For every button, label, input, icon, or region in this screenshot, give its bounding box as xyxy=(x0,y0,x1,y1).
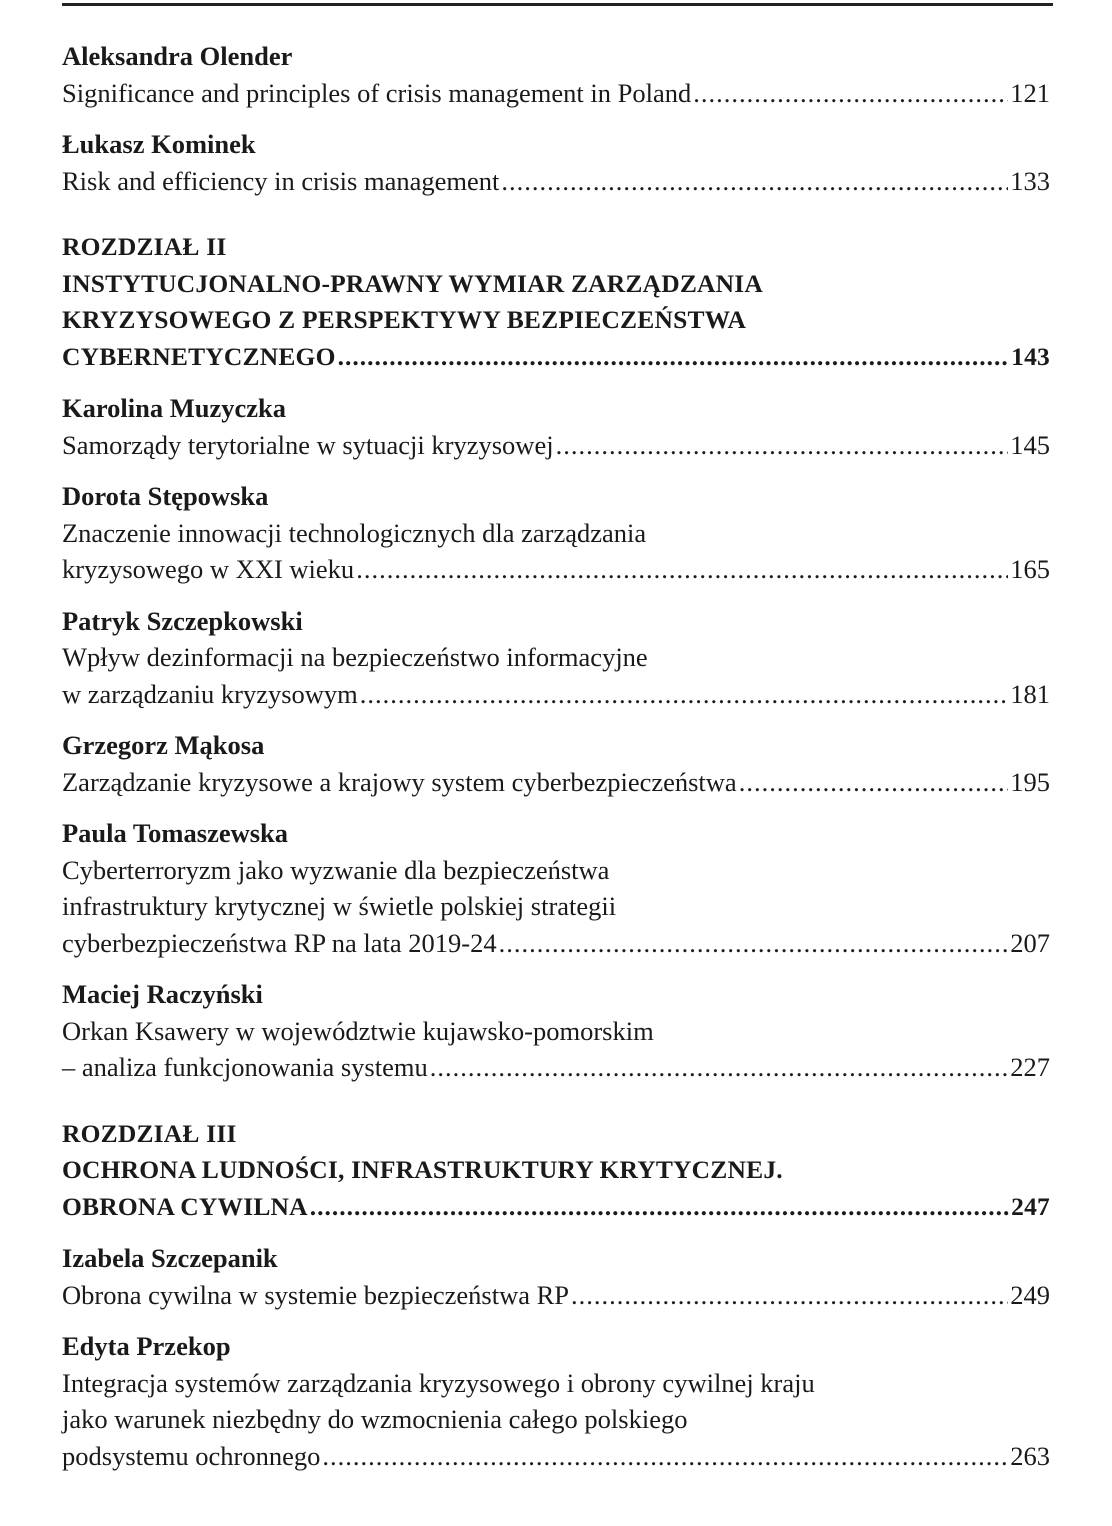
toc-entry xyxy=(62,727,1050,800)
title-text: Wpływ dezinformacji na bezpieczeństwo informacyjne xyxy=(62,642,648,672)
toc-entry xyxy=(62,1240,1050,1313)
toc-entry xyxy=(62,1328,1050,1474)
toc-entry xyxy=(62,603,1050,713)
entry-title-line xyxy=(62,639,1050,676)
title-text: OCHRONA LUDNOŚCI, INFRASTRUKTURY KRYTYCZNEJ. xyxy=(62,1155,783,1184)
page-number: 207 xyxy=(1010,927,1050,958)
title-text: INSTYTUCJONALNO-PRAWNY WYMIAR ZARZĄDZANIA xyxy=(62,268,763,298)
entry-author xyxy=(62,603,1050,640)
author-name: Łukasz Kominek xyxy=(62,129,256,159)
title-text: jako warunek niezbędny do wzmocnienia całego polskiego xyxy=(62,1404,688,1434)
dot-leader xyxy=(571,1277,1008,1314)
page-number: 263 xyxy=(1010,1440,1050,1471)
toc-entry xyxy=(62,126,1050,199)
title-text: infrastruktury krytycznej w świetle polskiej strategii xyxy=(62,891,617,921)
entry-title-line xyxy=(62,427,1050,464)
page-number: 145 xyxy=(1010,429,1050,460)
chapter-title-line xyxy=(62,339,1050,376)
dot-leader xyxy=(338,339,1010,376)
dot-leader xyxy=(430,1049,1009,1086)
author-name: Edyta Przekop xyxy=(62,1331,231,1361)
entry-title-line xyxy=(62,676,1050,713)
title-text: CYBERNETYCZNEGO xyxy=(62,341,336,371)
dot-leader xyxy=(693,75,1008,112)
page-number: 249 xyxy=(1010,1279,1050,1310)
chapter-title-line xyxy=(62,229,1050,266)
author-name: Izabela Szczepanik xyxy=(62,1243,278,1273)
toc-entry xyxy=(62,976,1050,1086)
toc-entry xyxy=(62,815,1050,961)
page-number: 143 xyxy=(1011,341,1050,371)
entry-title-line xyxy=(62,764,1050,801)
title-text: Integracja systemów zarządzania kryzysowego i obrony cywilnej kraju xyxy=(62,1367,815,1398)
title-text: kryzysowego w XXI wieku xyxy=(62,554,355,584)
page-number: 181 xyxy=(1010,678,1050,709)
page-number: 195 xyxy=(1010,766,1050,797)
table-of-contents xyxy=(62,38,1050,1489)
dot-leader xyxy=(356,551,1008,588)
author-name: Maciej Raczyński xyxy=(62,979,263,1009)
title-text: – analiza funkcjonowania systemu xyxy=(62,1052,428,1082)
author-name: Paula Tomaszewska xyxy=(62,818,289,848)
entry-title-line xyxy=(62,1049,1050,1086)
toc-entry xyxy=(62,38,1050,111)
chapter-title-line xyxy=(62,1116,1050,1153)
entry-title-line xyxy=(62,1365,1050,1402)
entry-title-line xyxy=(62,551,1050,588)
toc-entry xyxy=(62,390,1050,463)
page-number: 165 xyxy=(1010,554,1050,584)
title-text: ROZDZIAŁ II xyxy=(62,232,227,261)
entry-author xyxy=(62,126,1050,163)
dot-leader xyxy=(739,764,1009,801)
title-text: KRYZYSOWEGO Z PERSPEKTYWY BEZPIECZEŃSTWA xyxy=(62,305,747,334)
author-name: Patryk Szczepkowski xyxy=(62,605,303,636)
title-text: Zarządzanie kryzysowe a krajowy system cyberbezpieczeństwa xyxy=(62,766,737,797)
page-number: 121 xyxy=(1010,77,1050,108)
dot-leader xyxy=(501,163,1008,200)
entry-author xyxy=(62,1328,1050,1365)
title-text: Samorządy terytorialne w sytuacji kryzysowej xyxy=(62,429,554,460)
entry-title-line xyxy=(62,1277,1050,1314)
dot-leader xyxy=(310,1189,1009,1226)
page-number: 227 xyxy=(1010,1052,1050,1082)
entry-author xyxy=(62,38,1050,75)
entry-title-line xyxy=(62,888,1050,925)
entry-title-line xyxy=(62,75,1050,112)
entry-author xyxy=(62,727,1050,764)
entry-title-line xyxy=(62,852,1050,889)
chapter-title-line xyxy=(62,1189,1050,1226)
dot-leader xyxy=(499,925,1009,962)
title-text: Obrona cywilna w systemie bezpieczeństwa RP xyxy=(62,1279,570,1310)
title-text: Znaczenie innowacji technologicznych dla zarządzania xyxy=(62,517,647,548)
entry-author xyxy=(62,815,1050,852)
chapter-heading xyxy=(62,1116,1050,1226)
title-text: ROZDZIAŁ III xyxy=(62,1118,237,1148)
entry-title-line xyxy=(62,1013,1050,1050)
title-text: Significance and principles of crisis management in Poland xyxy=(62,77,692,108)
dot-leader xyxy=(360,676,1008,713)
entry-title-line xyxy=(62,163,1050,200)
title-text: OBRONA CYWILNA xyxy=(62,1191,308,1221)
dot-leader xyxy=(322,1438,1008,1475)
toc-entry xyxy=(62,478,1050,588)
author-name: Grzegorz Mąkosa xyxy=(62,730,265,760)
title-text: cyberbezpieczeństwa RP na lata 2019-24 xyxy=(62,927,497,958)
entry-title-line xyxy=(62,515,1050,552)
dot-leader xyxy=(556,427,1009,464)
author-name: Karolina Muzyczka xyxy=(62,393,287,423)
title-text: podsystemu ochronnego xyxy=(62,1440,321,1471)
top-rule xyxy=(62,3,1053,6)
title-text: Orkan Ksawery w województwie kujawsko-pomorskim xyxy=(62,1015,654,1046)
chapter-title-line xyxy=(62,266,1050,303)
title-text: Risk and efficiency in crisis management xyxy=(62,165,500,196)
entry-author xyxy=(62,976,1050,1013)
entry-title-line xyxy=(62,1401,1050,1438)
entry-title-line xyxy=(62,925,1050,962)
author-name: Dorota Stępowska xyxy=(62,481,269,511)
entry-author xyxy=(62,478,1050,515)
entry-author xyxy=(62,1240,1050,1277)
chapter-title-line xyxy=(62,302,1050,339)
entry-title-line xyxy=(62,1438,1050,1475)
chapter-heading xyxy=(62,229,1050,375)
page-number: 133 xyxy=(1010,165,1050,196)
page-number: 247 xyxy=(1011,1191,1050,1221)
chapter-title-line xyxy=(62,1152,1050,1189)
title-text: Cyberterroryzm jako wyzwanie dla bezpieczeństwa xyxy=(62,854,610,885)
author-name: Aleksandra Olender xyxy=(62,41,293,71)
title-text: w zarządzaniu kryzysowym xyxy=(62,678,358,709)
entry-author xyxy=(62,390,1050,427)
